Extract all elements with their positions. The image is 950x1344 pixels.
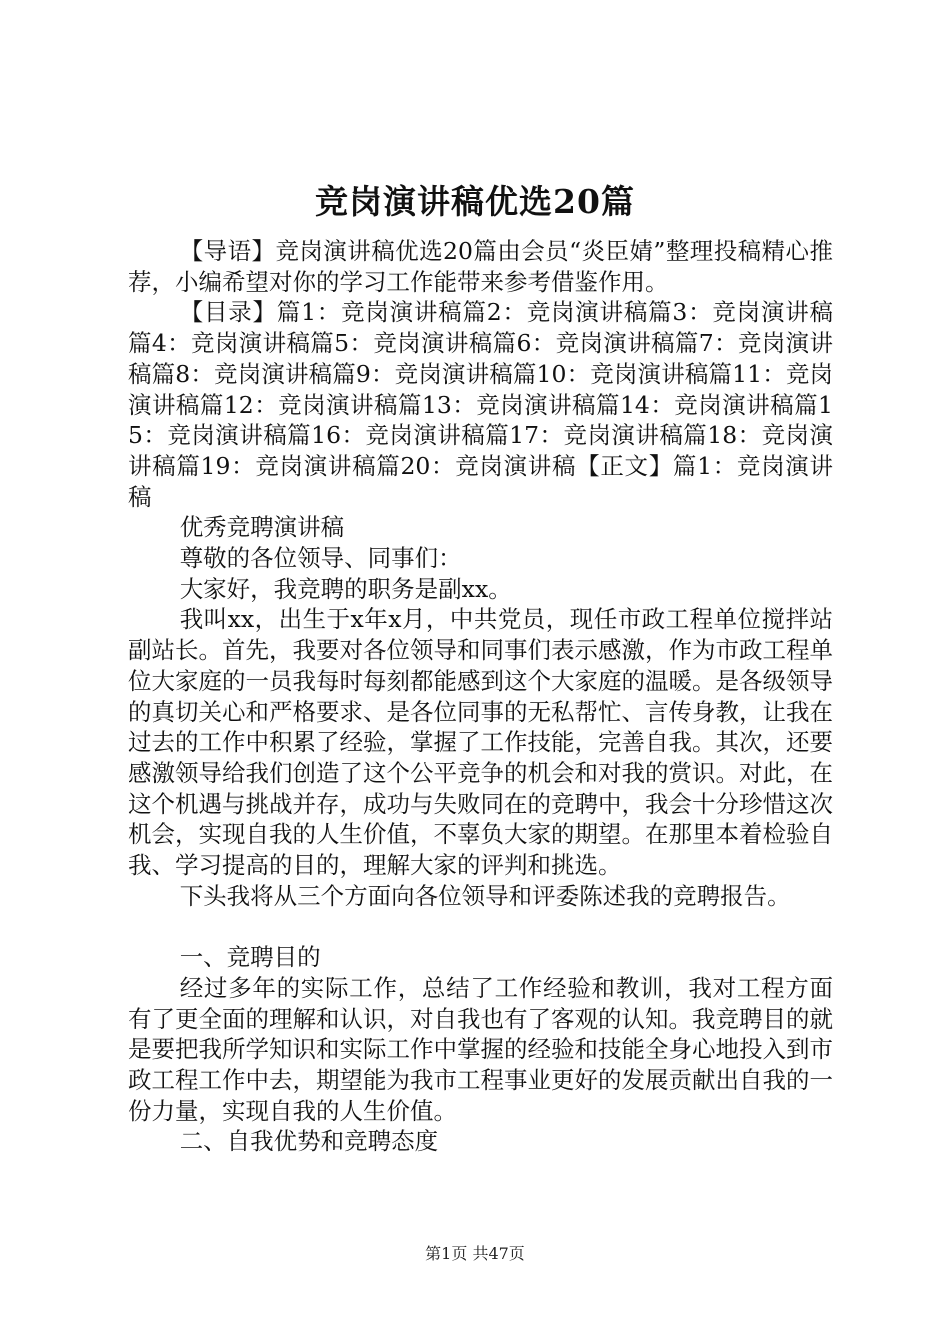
self-introduction-paragraph: 我叫xx，出生于x年x月，中共党员，现任市政工程单位搅拌站副站长。首先，我要对各位领导和同事们表示感激，作为市政工程单位大家庭的一员我每时每刻都能感到这个大家庭的温暖。是各级领导的真切关心和严格要求、是各位同事的无私帮忙、言传身教，让我在过去的工作中积累了经验，掌握了工作技能，完善自我。其次，还要感激领导给我们创造了这个公平竞争的机会和对我的赏识。对此，在这个机遇与挑战并存，成功与失败同在的竞聘中，我会十分珍惜这次机会，实现自我的人生价值，不辜负大家的期望。在那里本着检验自我、学习提高的目的，理解大家的评判和挑选。 [128, 605, 833, 880]
document-title: 竞岗演讲稿优选20篇 [315, 182, 635, 221]
greeting: 大家好，我竞聘的职务是副xx。 [179, 574, 512, 603]
document-body [128, 236, 833, 1157]
section-heading-1: 一、竞聘目的 [179, 943, 321, 972]
intro-paragraph: 【导语】竞岗演讲稿优选20篇由会员“炎臣婧”整理投稿精心推荐，小编希望对你的学习工作能带来参考借鉴作用。 [128, 237, 833, 296]
section-heading-2: 二、自我优势和竞聘态度 [179, 1127, 439, 1156]
page-number-footer: 第1页 共47页 [425, 1244, 525, 1263]
section-1-paragraph: 经过多年的实际工作，总结了工作经验和教训，我对工程方面有了更全面的理解和认识，对自我也有了客观的认知。我竞聘目的就是要把我所学知识和实际工作中掌握的经验和技能全身心地投入到市政工程工作中去，期望能为我市工程事业更好的发展贡献出自我的一份力量，实现自我的人生价值。 [128, 973, 833, 1125]
transition-paragraph: 下头我将从三个方面向各位领导和评委陈述我的竞聘报告。 [179, 881, 791, 910]
salutation: 尊敬的各位领导、同事们： [179, 544, 462, 573]
table-of-contents-paragraph: 【目录】篇1：竞岗演讲稿篇2：竞岗演讲稿篇3：竞岗演讲稿篇4：竞岗演讲稿篇5：竞岗演讲稿篇6：竞岗演讲稿篇7：竞岗演讲稿篇8：竞岗演讲稿篇9：竞岗演讲稿篇10：竞岗演讲稿篇11：竞岗演讲稿篇12：竞岗演讲稿篇13：竞岗演讲稿篇14：竞岗演讲稿篇15：竞岗演讲稿篇16：竞岗演讲稿篇17：竞岗演讲稿篇18：竞岗演讲稿篇19：竞岗演讲稿篇20：竞岗演讲稿【正文】篇1：竞岗演讲稿 [128, 298, 833, 511]
blank-line [128, 911, 833, 942]
speech-heading: 优秀竞聘演讲稿 [179, 513, 345, 542]
